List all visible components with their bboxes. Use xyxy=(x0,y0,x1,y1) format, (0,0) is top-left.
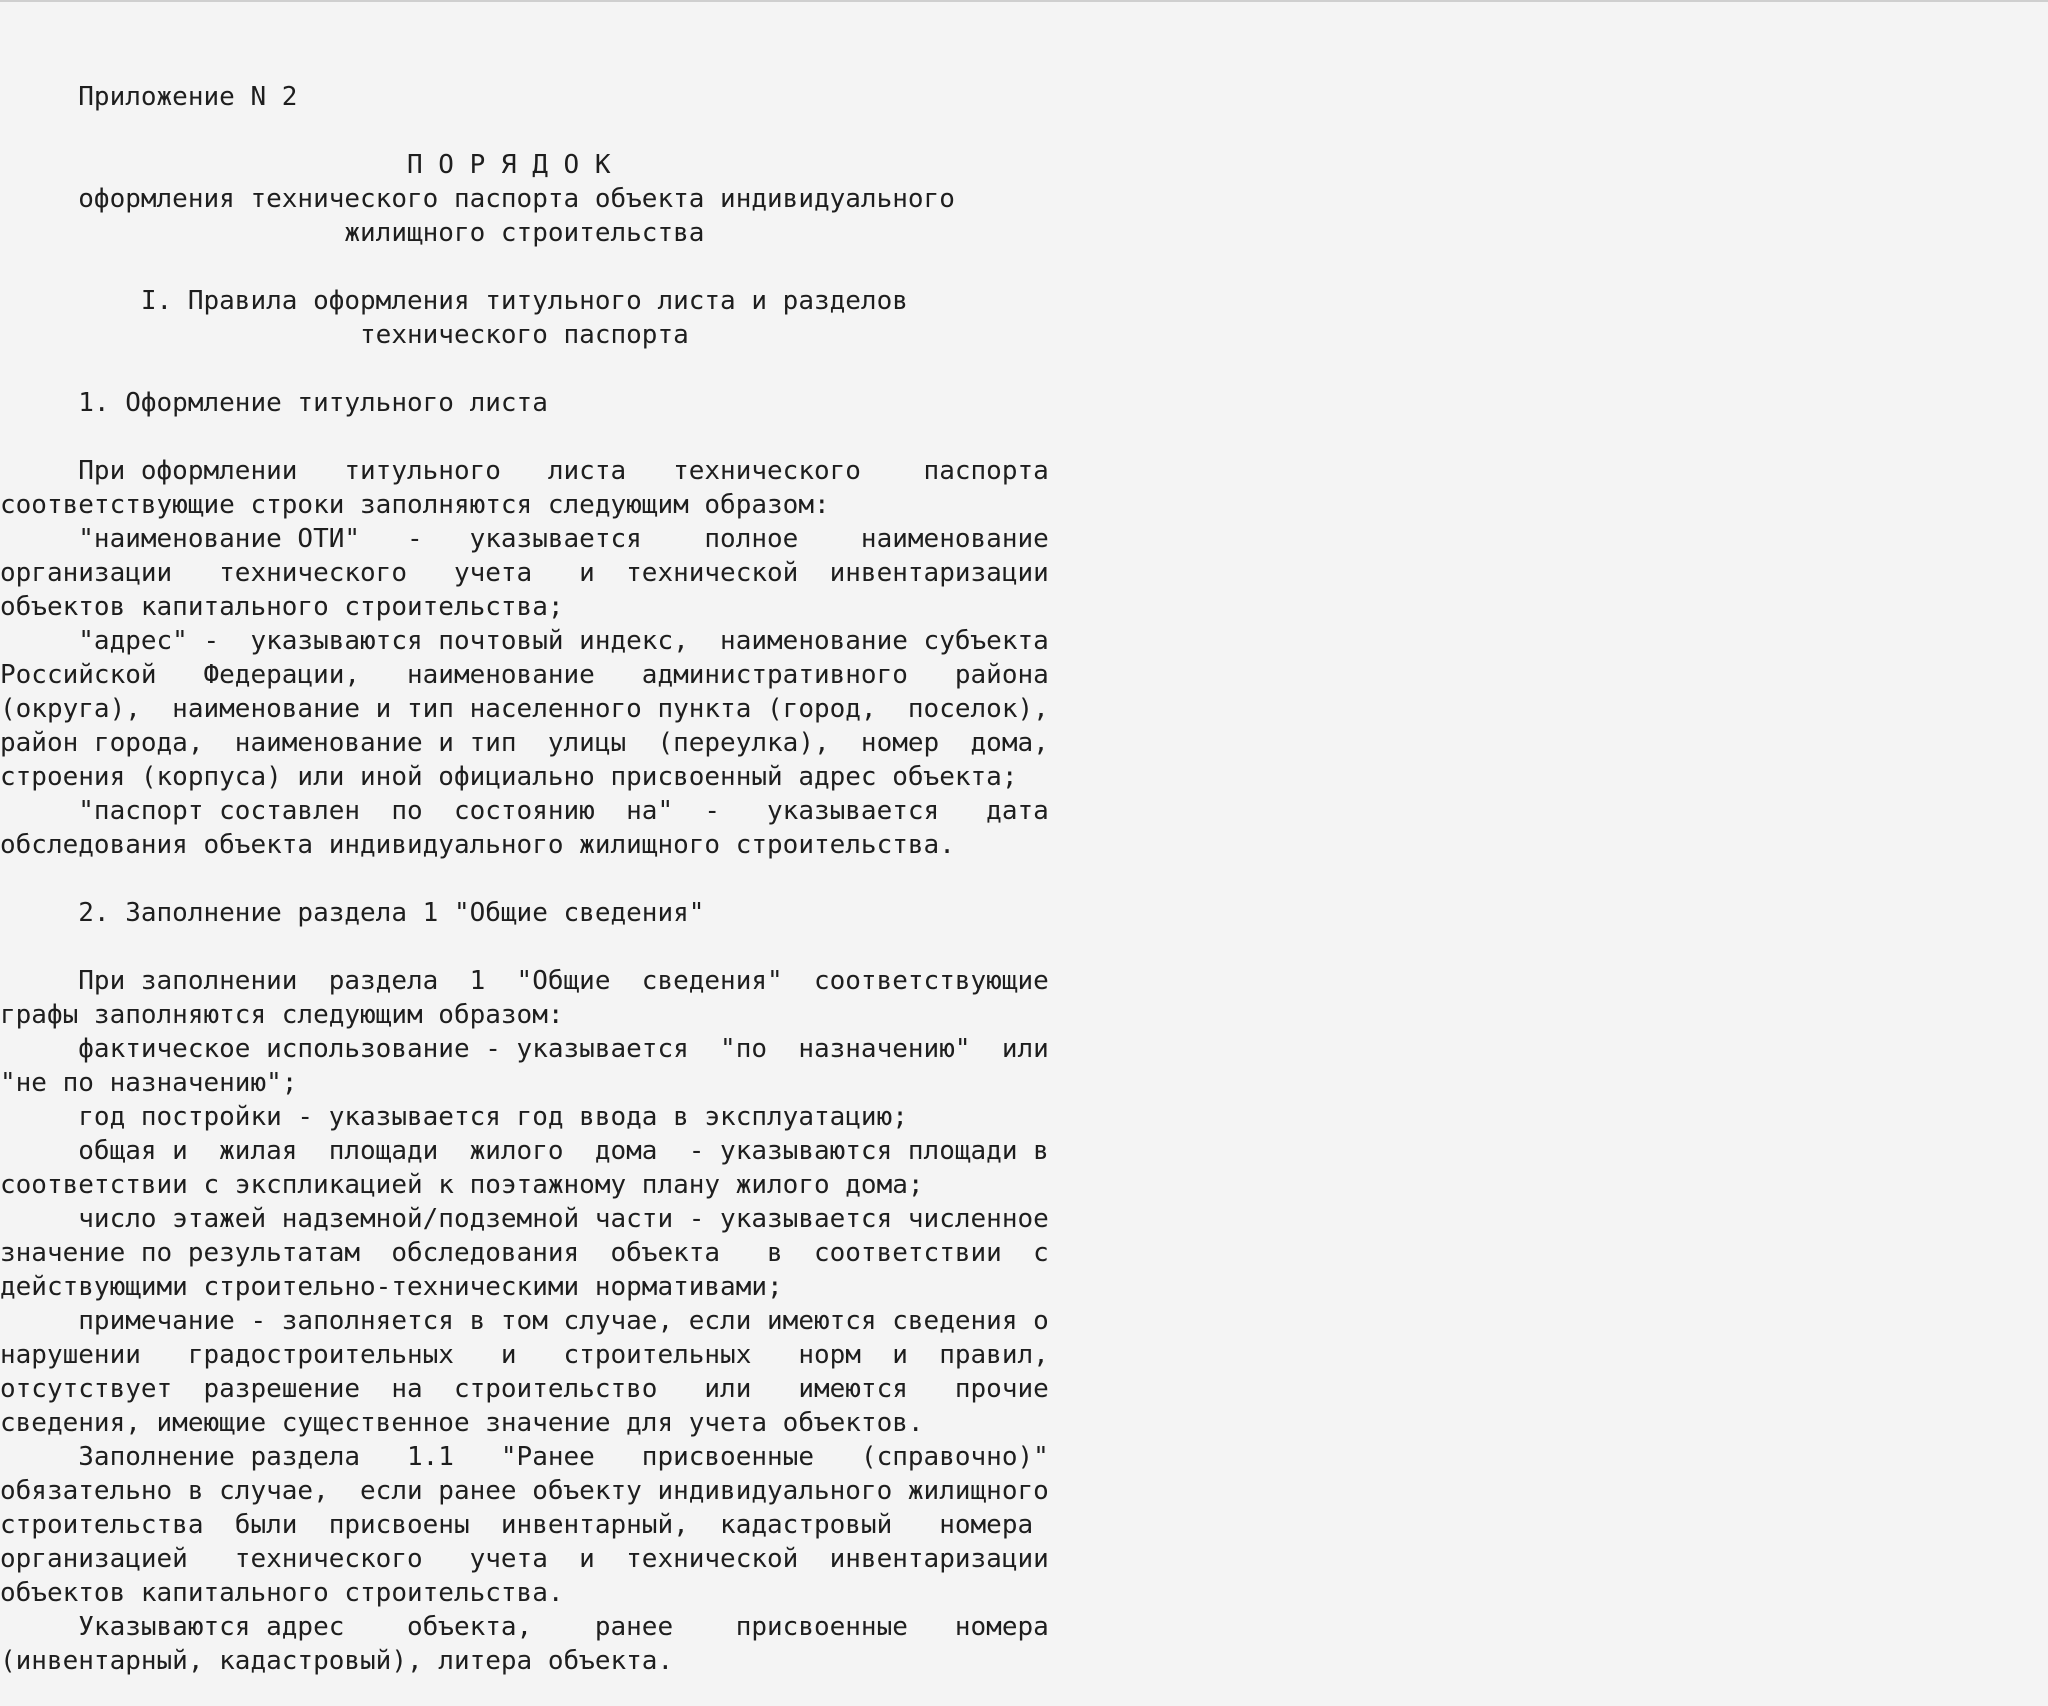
paragraph-line: (инвентарный, кадастровый), литера объекта. xyxy=(0,1646,674,1676)
paragraph-line: район города, наименование и тип улицы (переулка), номер дома, xyxy=(0,728,1049,758)
paragraph-line: "наименование ОТИ" - указывается полное наименование xyxy=(0,524,1049,554)
paragraph-line: При оформлении титульного листа технического паспорта xyxy=(0,456,1049,486)
paragraph-line: графы заполняются следующим образом: xyxy=(0,1000,564,1030)
paragraph-line: При заполнении раздела 1 "Общие сведения" соответствующие xyxy=(0,966,1049,996)
paragraph-line: сведения, имеющие существенное значение для учета объектов. xyxy=(0,1408,924,1438)
document-body xyxy=(0,80,1049,1678)
paragraph-line: строительства были присвоены инвентарный, кадастровый номера xyxy=(0,1510,1034,1540)
paragraph-line: общая и жилая площади жилого дома - указываются площади в xyxy=(0,1136,1049,1166)
paragraph-line: число этажей надземной/подземной части - указывается численное xyxy=(0,1204,1049,1234)
title-line-2: оформления технического паспорта объекта индивидуального xyxy=(0,184,955,214)
top-border xyxy=(0,0,2048,2)
paragraph-line: фактическое использование - указывается "по назначению" или xyxy=(0,1034,1049,1064)
paragraph-line: "адрес" - указываются почтовый индекс, наименование субъекта xyxy=(0,626,1049,656)
paragraph-line: нарушении градостроительных и строительных норм и правил, xyxy=(0,1340,1049,1370)
paragraph-line: действующими строительно-техническими нормативами; xyxy=(0,1272,783,1302)
paragraph-line: "не по назначению"; xyxy=(0,1068,298,1098)
subsection-2-heading: 2. Заполнение раздела 1 "Общие сведения" xyxy=(0,898,705,928)
section-heading-line-1: I. Правила оформления титульного листа и разделов xyxy=(0,286,908,316)
paragraph-line: соответствии с экспликацией к поэтажному плану жилого дома; xyxy=(0,1170,924,1200)
paragraph-line: строения (корпуса) или иной официально присвоенный адрес объекта; xyxy=(0,762,1018,792)
paragraph-line: объектов капитального строительства. xyxy=(0,1578,564,1608)
title-line-1: П О Р Я Д О К xyxy=(0,150,611,180)
paragraph-line: обследования объекта индивидуального жилищного строительства. xyxy=(0,830,955,860)
paragraph-line: организацией технического учета и технической инвентаризации xyxy=(0,1544,1049,1574)
paragraph-line: Заполнение раздела 1.1 "Ранее присвоенные (справочно)" xyxy=(0,1442,1049,1472)
paragraph-line: примечание - заполняется в том случае, если имеются сведения о xyxy=(0,1306,1049,1336)
title-line-3: жилищного строительства xyxy=(0,218,705,248)
paragraph-line: обязательно в случае, если ранее объекту индивидуального жилищного xyxy=(0,1476,1049,1506)
paragraph-line: (округа), наименование и тип населенного пункта (город, поселок), xyxy=(0,694,1049,724)
appendix-label: Приложение N 2 xyxy=(0,82,298,112)
paragraph-line: объектов капитального строительства; xyxy=(0,592,564,622)
paragraph-line: значение по результатам обследования объекта в соответствии с xyxy=(0,1238,1049,1268)
paragraph-line: Российской Федерации, наименование административного района xyxy=(0,660,1049,690)
paragraph-line: организации технического учета и технической инвентаризации xyxy=(0,558,1049,588)
section-heading-line-2: технического паспорта xyxy=(0,320,689,350)
paragraph-line: "паспорт составлен по состоянию на" - указывается дата xyxy=(0,796,1049,826)
paragraph-line: отсутствует разрешение на строительство или имеются прочие xyxy=(0,1374,1049,1404)
paragraph-line: соответствующие строки заполняются следующим образом: xyxy=(0,490,830,520)
paragraph-line: год постройки - указывается год ввода в эксплуатацию; xyxy=(0,1102,908,1132)
subsection-1-heading: 1. Оформление титульного листа xyxy=(0,388,548,418)
paragraph-line: Указываются адрес объекта, ранее присвоенные номера xyxy=(0,1612,1049,1642)
